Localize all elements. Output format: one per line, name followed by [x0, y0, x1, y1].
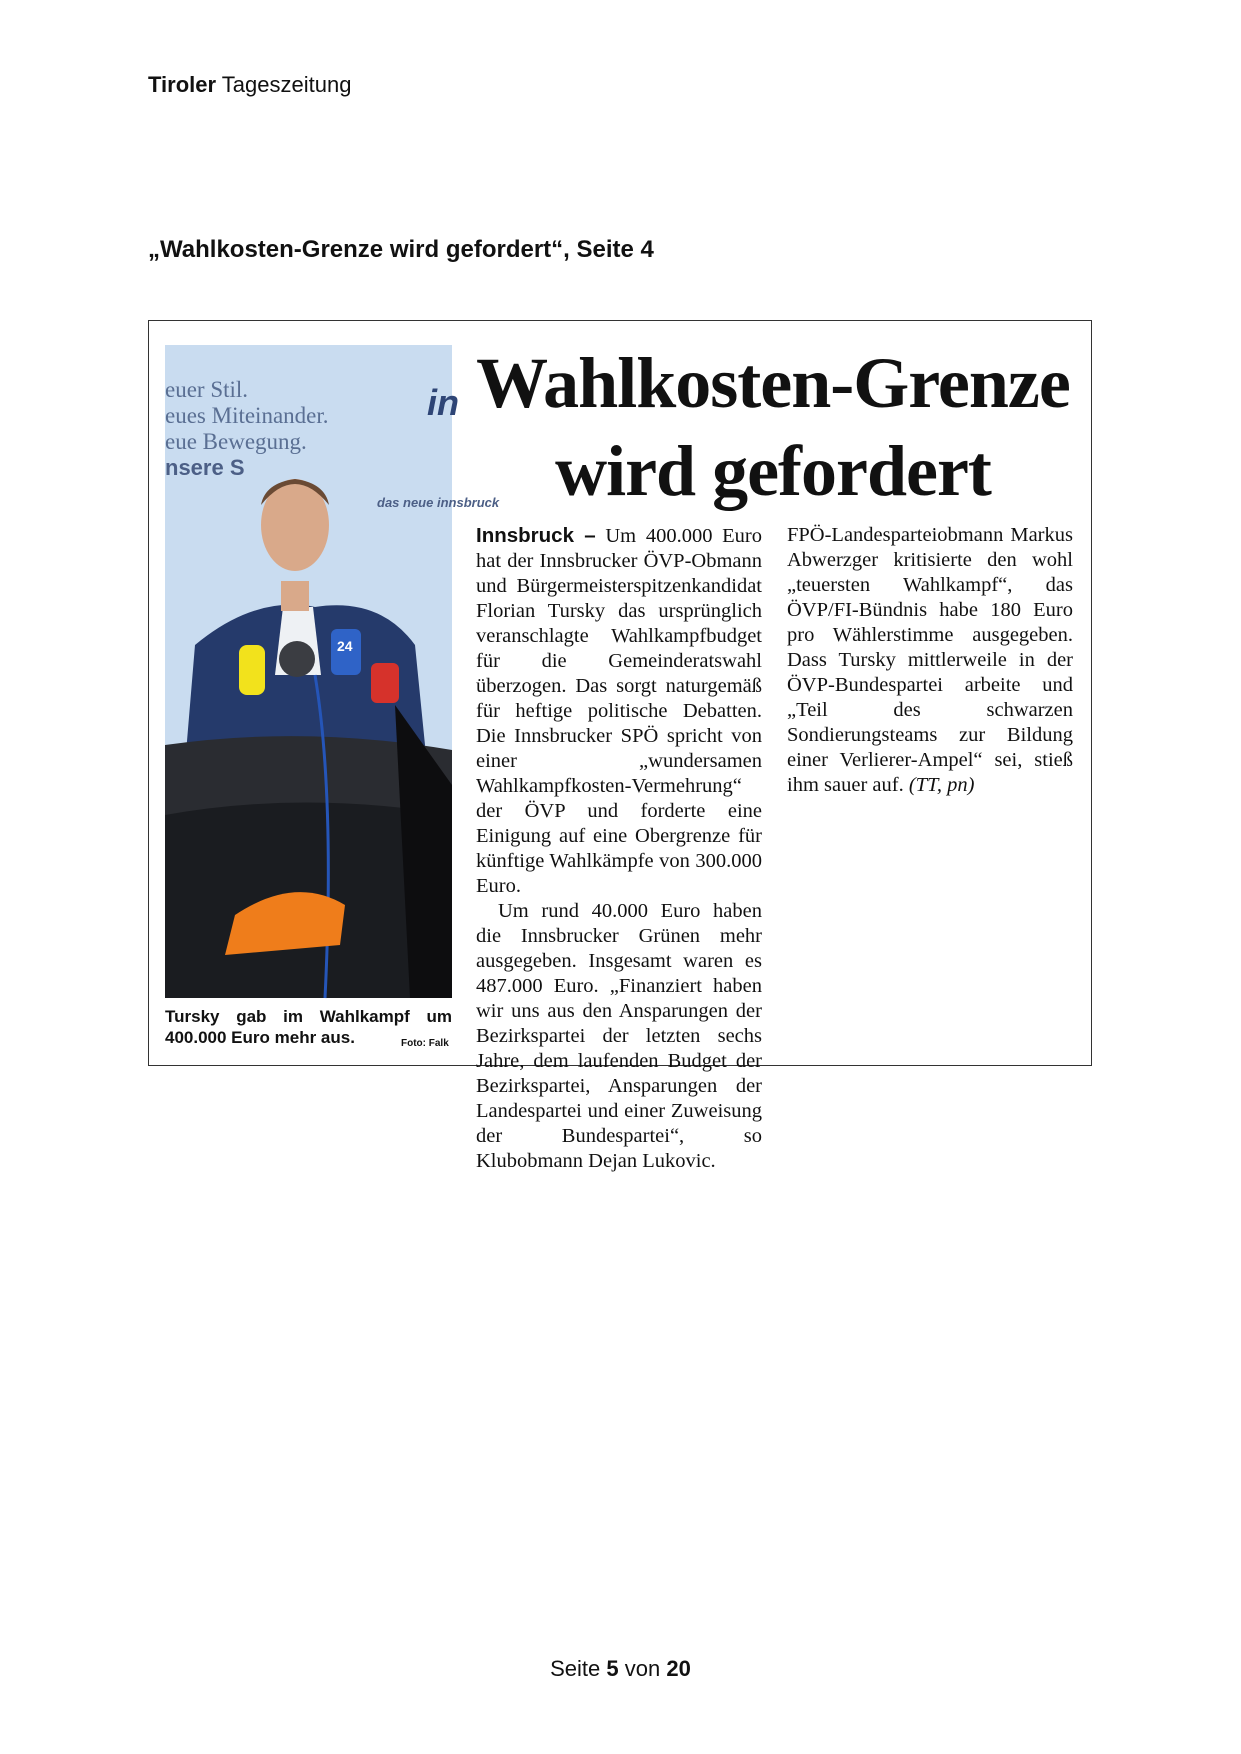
- paragraph-3-text: FPÖ-Landesparteiobmann Markus Abwerzger kritisierte den wohl „teuersten Wahlkampf“, das ÖVP/FI-Bündnis habe 180 Euro pro Wählerstimme ausgegeben. Dass Tursky mittlerweile in der ÖVP-Bundespartei arbeite und „Teil des schwarzen Sondierungsteams zur Bildung einer Verlierer-Ampel“ sei, stieß ihm sauer auf.: [787, 524, 1073, 796]
- paragraph-3: [787, 523, 1073, 798]
- microphone-black: [279, 641, 315, 677]
- paragraph-2: Um rund 40.000 Euro haben die Innsbrucker Grünen mehr ausgegeben. Insgesamt waren es 487.000 Euro. „Finanziert haben wir uns aus den Ansparungen der Bezirkspartei der letzten sechs Jahre, dem laufenden Budget der Bezirkspartei, Ansparungen der Landespartei und einer Zuweisung der Bundespartei“, so Klubobmann Dejan Lukovic.: [476, 900, 762, 1172]
- footer-page-total: 20: [666, 1656, 691, 1681]
- mic-label: 24: [337, 638, 353, 654]
- article-column-1: [476, 523, 762, 1174]
- photo-caption: Tursky gab im Wahlkampf um 400.000 Euro mehr aus.: [165, 1007, 452, 1047]
- article-photo: [165, 345, 500, 998]
- microphone-yellow: [239, 645, 265, 695]
- backdrop-line-4: nsere S: [165, 455, 245, 480]
- byline: (TT, pn): [908, 774, 975, 796]
- footer-page-number: 5: [606, 1656, 619, 1681]
- photo-credit: Foto: Falk: [401, 1038, 449, 1049]
- brand-name-bold: Tiroler: [148, 72, 217, 97]
- paragraph-1: [476, 523, 762, 899]
- headline-line-1: Wahlkosten-Grenze: [476, 343, 1070, 423]
- dateline: Innsbruck –: [476, 524, 596, 547]
- article-column-2: [787, 523, 1073, 798]
- photo-illustration: [165, 345, 500, 998]
- backdrop-line-1: euer Stil.: [165, 377, 249, 402]
- brand-name-rest: Tageszeitung: [221, 72, 352, 97]
- article-headline: [467, 339, 1079, 515]
- backdrop-line-3: eue Bewegung.: [165, 429, 307, 454]
- svg-text:in: in: [427, 382, 459, 423]
- page-footer: [0, 1656, 1241, 1682]
- publication-header: [148, 72, 351, 98]
- logo-text: das neue innsbruck: [377, 495, 500, 510]
- headline-line-2: wird gefordert: [555, 431, 991, 511]
- footer-middle: von: [624, 1656, 661, 1681]
- backdrop-line-2: eues Miteinander.: [165, 403, 329, 428]
- footer-prefix: Seite: [550, 1656, 601, 1681]
- article-clipping: [148, 320, 1092, 1172]
- paragraph-1-text: Um 400.000 Euro hat der Innsbrucker ÖVP-Obmann und Bürgermeisterspitzenkandidat Florian Tursky das ursprünglich veranschlagte Wahlkampfbudget für die Gemeinderatswahl überzogen. Das sorgt naturgemäß für heftige politische Debatten. Die Innsbrucker SPÖ spricht von einer „wundersamen Wahlkampfkosten-Vermehrung“ der ÖVP und forderte eine Einigung auf eine Obergrenze für künftige Wahlkämpfe von 300.000 Euro.: [476, 525, 763, 897]
- document-title: „Wahlkosten-Grenze wird gefordert“, Seite 4: [148, 236, 654, 263]
